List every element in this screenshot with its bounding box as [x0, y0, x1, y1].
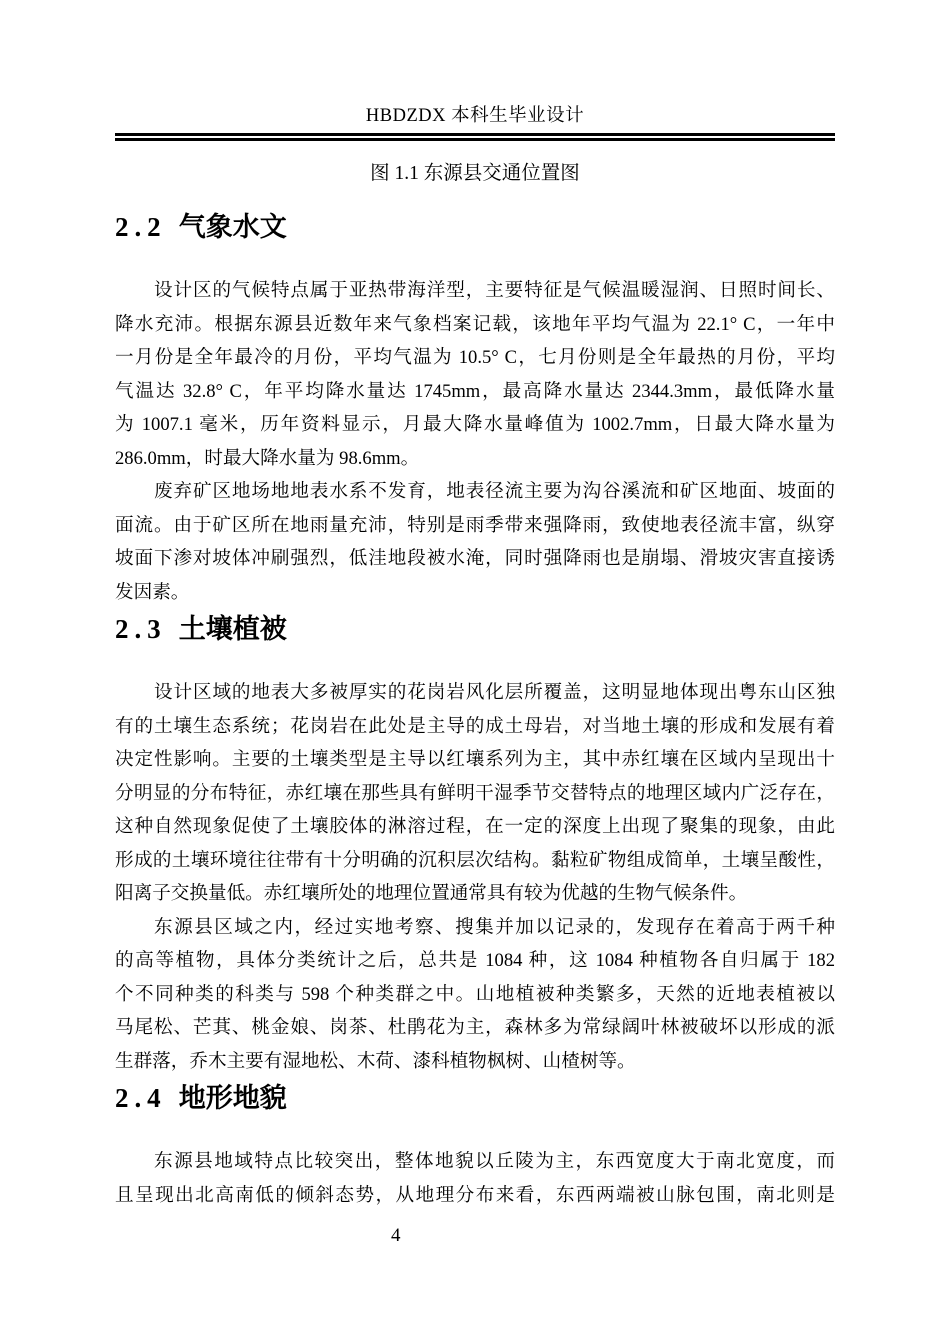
- paragraph-line: 一月份是全年最冷的月份，平均气温为 10.5° C，七月份则是全年最热的月份，平均: [115, 347, 835, 368]
- paragraph-line: 分明显的分布特征，赤红壤在那些具有鲜明干湿季节交替特点的地理区域内广泛存在，: [115, 782, 835, 804]
- paragraph-line: 坡面下渗对坡体冲刷强烈，低洼地段被水淹，同时强降雨也是崩塌、滑坡灾害直接诱: [115, 548, 835, 569]
- section-heading: [115, 207, 835, 248]
- section-heading: [115, 1078, 835, 1119]
- paragraph-line: 废弃矿区地场地地表水系不发育，地表径流主要为沟谷溪流和矿区地面、坡面的: [154, 481, 835, 502]
- paragraph-line: 这种自然现象促使了土壤胶体的淋溶过程，在一定的深度上出现了聚集的现象，由此: [115, 816, 835, 837]
- header-double-rule: [115, 133, 835, 141]
- paragraph-line: 发因素。: [115, 581, 190, 603]
- paragraph-line: 马尾松、芒萁、桃金娘、岗茶、杜鹃花为主，森林多为常绿阔叶林被破坏以形成的派: [115, 1017, 835, 1038]
- paragraph-line: 且呈现出北高南低的倾斜态势，从地理分布来看，东西两端被山脉包围，南北则是: [115, 1184, 835, 1206]
- page-number-row: [115, 1223, 835, 1249]
- section-number: 2.4: [115, 1083, 167, 1113]
- paragraph-line: 设计区的气候特点属于亚热带海洋型，主要特征是气候温暖湿润、日照时间长、: [154, 280, 835, 301]
- header-title: HBDZDX 本科生毕业设计: [365, 106, 585, 126]
- paragraph-line: 为 1007.1 毫米，历年资料显示，月最大降水量峰值为 1002.7mm，日最大降水量为: [115, 414, 835, 435]
- figure-caption: 图 1.1 东源县交通位置图: [370, 163, 580, 184]
- paragraph-line: 有的土壤生态系统；花岗岩在此处是主导的成土母岩，对当地土壤的形成和发展有着: [115, 715, 835, 737]
- paragraph-line: 286.0mm，时最大降水量为 98.6mm。: [115, 447, 420, 469]
- section-title: 地形地貌: [178, 1083, 287, 1114]
- section-title: 气象水文: [178, 212, 287, 243]
- paragraph: [115, 911, 835, 1079]
- paragraph-line: 生群落，乔木主要有湿地松、木荷、漆科植物枫树、山楂树等。: [115, 1050, 636, 1072]
- page-number: 4: [391, 1225, 401, 1246]
- section-title: 土壤植被: [178, 614, 287, 645]
- section-number: 2.2: [115, 212, 167, 242]
- paragraph-line: 降水充沛。根据东源县近数年来气象档案记载，该地年平均气温为 22.1° C，一年中: [115, 313, 835, 335]
- paragraph-line: 的高等植物，具体分类统计之后，总共是 1084 种，这 1084 种植物各自归属于 182: [115, 950, 835, 971]
- paragraph-line: 个不同种类的科类与 598 个种类群之中。山地植被种类繁多，天然的近地表植被以: [115, 983, 835, 1005]
- paragraph-line: 阳离子交换量低。赤红壤所处的地理位置通常具有较为优越的生物气候条件。: [115, 883, 748, 904]
- paragraph-line: 面流。由于矿区所在地雨量充沛，特别是雨季带来强降雨，致使地表径流丰富，纵穿: [115, 514, 835, 536]
- paragraph: [115, 676, 835, 911]
- paragraph: [115, 475, 835, 609]
- paragraph: [115, 274, 835, 475]
- paragraph-line: 东源县地域特点比较突出，整体地貌以丘陵为主，东西宽度大于南北宽度，而: [154, 1151, 835, 1172]
- paragraph-line: 设计区域的地表大多被厚实的花岗岩风化层所覆盖，这明显地体现出粤东山区独: [154, 682, 835, 703]
- section-heading: [115, 609, 835, 650]
- paragraph-line: 东源县区域之内，经过实地考察、搜集并加以记录的，发现存在着高于两千种: [154, 916, 835, 938]
- paragraph-line: 气温达 32.8° C，年平均降水量达 1745mm，最高降水量达 2344.3mm，最低降水量: [115, 380, 835, 402]
- document-body: [115, 207, 835, 1212]
- paragraph: [115, 1145, 835, 1212]
- paragraph-line: 形成的土壤环境往往带有十分明确的沉积层次结构。黏粒矿物组成简单，土壤呈酸性，: [115, 849, 835, 871]
- section-number: 2.3: [115, 614, 167, 644]
- page-header: [115, 0, 835, 141]
- paragraph-line: 决定性影响。主要的土壤类型是主导以红壤系列为主，其中赤红壤在区域内呈现出十: [115, 749, 835, 770]
